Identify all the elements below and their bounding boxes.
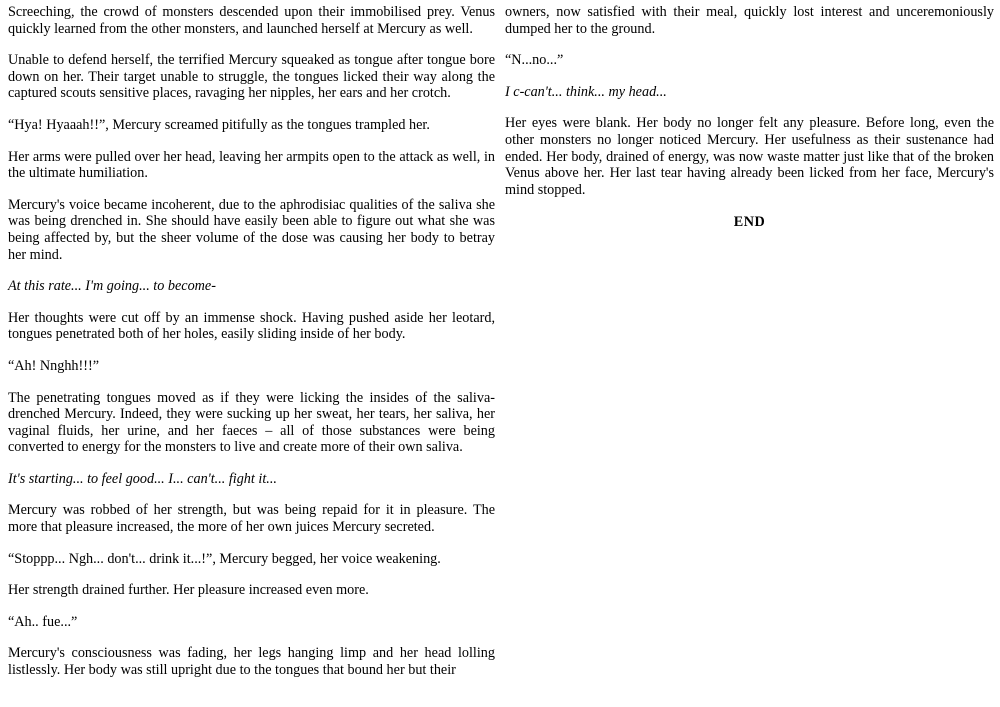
paragraph: “Stoppp... Ngh... don't... drink it...!”, Mercury begged, her voice weakening. [8, 550, 441, 567]
paragraph: The penetrating tongues moved as if they were licking the insides of the saliva-drenched Mercury. Indeed, they were sucking up her sweat, her tears, her saliva, her vaginal fluids, her urine, and her faeces – all of those substances were being converted to energy for the monsters to live and create more of their own saliva. [8, 389, 495, 456]
left-column [4, 4, 495, 679]
paragraph: “Ah! Nnghh!!!” [8, 357, 99, 374]
paragraph: Mercury's voice became incoherent, due to the aphrodisiac qualities of the saliva she was being drenched in. She should have easily been able to figure out what she was being affected by, but the sheer volume of the dose was causing her body to betray her mind. [8, 196, 495, 263]
paragraph: “Ah.. fue...” [8, 613, 78, 630]
paragraph-italic: It's starting... to feel good... I... can't... fight it... [8, 470, 277, 487]
paragraph: Screeching, the crowd of monsters descended upon their immobilised prey. Venus quickly learned from the other monsters, and launched herself at Mercury as well. [8, 4, 495, 37]
paragraph: “Hya! Hyaaah!!”, Mercury screamed pitifully as the tongues trampled her. [8, 116, 430, 133]
right-column [503, 4, 994, 231]
end-marker: END [733, 214, 766, 231]
paragraph: Her thoughts were cut off by an immense shock. Having pushed aside her leotard, tongues penetrated both of her holes, easily sliding inside of her body. [8, 309, 495, 343]
paragraph: “N...no...” [505, 52, 564, 69]
two-column-layout [4, 4, 994, 679]
paragraph: Her arms were pulled over her head, leaving her armpits open to the attack as well, in the ultimate humiliation. [8, 148, 495, 182]
paragraph-italic: At this rate... I'm going... to become- [8, 278, 216, 295]
paragraph: Her strength drained further. Her pleasure increased even more. [8, 582, 369, 599]
paragraph: owners, now satisfied with their meal, quickly lost interest and unceremoniously dumped her to the ground. [505, 4, 994, 37]
paragraph: Unable to defend herself, the terrified Mercury squeaked as tongue after tongue bore down on her. Their target unable to struggle, the tongues licked their way along the captured scouts sensitive places, ravaging her nipples, her ears and her crotch. [8, 52, 495, 102]
paragraph: Mercury was robbed of her strength, but was being repaid for it in pleasure. The more that pleasure increased, the more of her own juices Mercury secreted. [8, 502, 495, 536]
paragraph: Mercury's consciousness was fading, her legs hanging limp and her head lolling listlessly. Her body was still upright due to the tongues that bound her but their [8, 645, 495, 679]
paragraph: Her eyes were blank. Her body no longer felt any pleasure. Before long, even the other monsters no longer noticed Mercury. Her usefulness as their sustenance had ended. Her body, drained of energy, was now waste matter just like that of the broken Venus above her. Her last tear having already been licked from her face, Mercury's mind stopped. [505, 115, 994, 198]
paragraph-italic: I c-can't... think... my head... [505, 83, 667, 100]
